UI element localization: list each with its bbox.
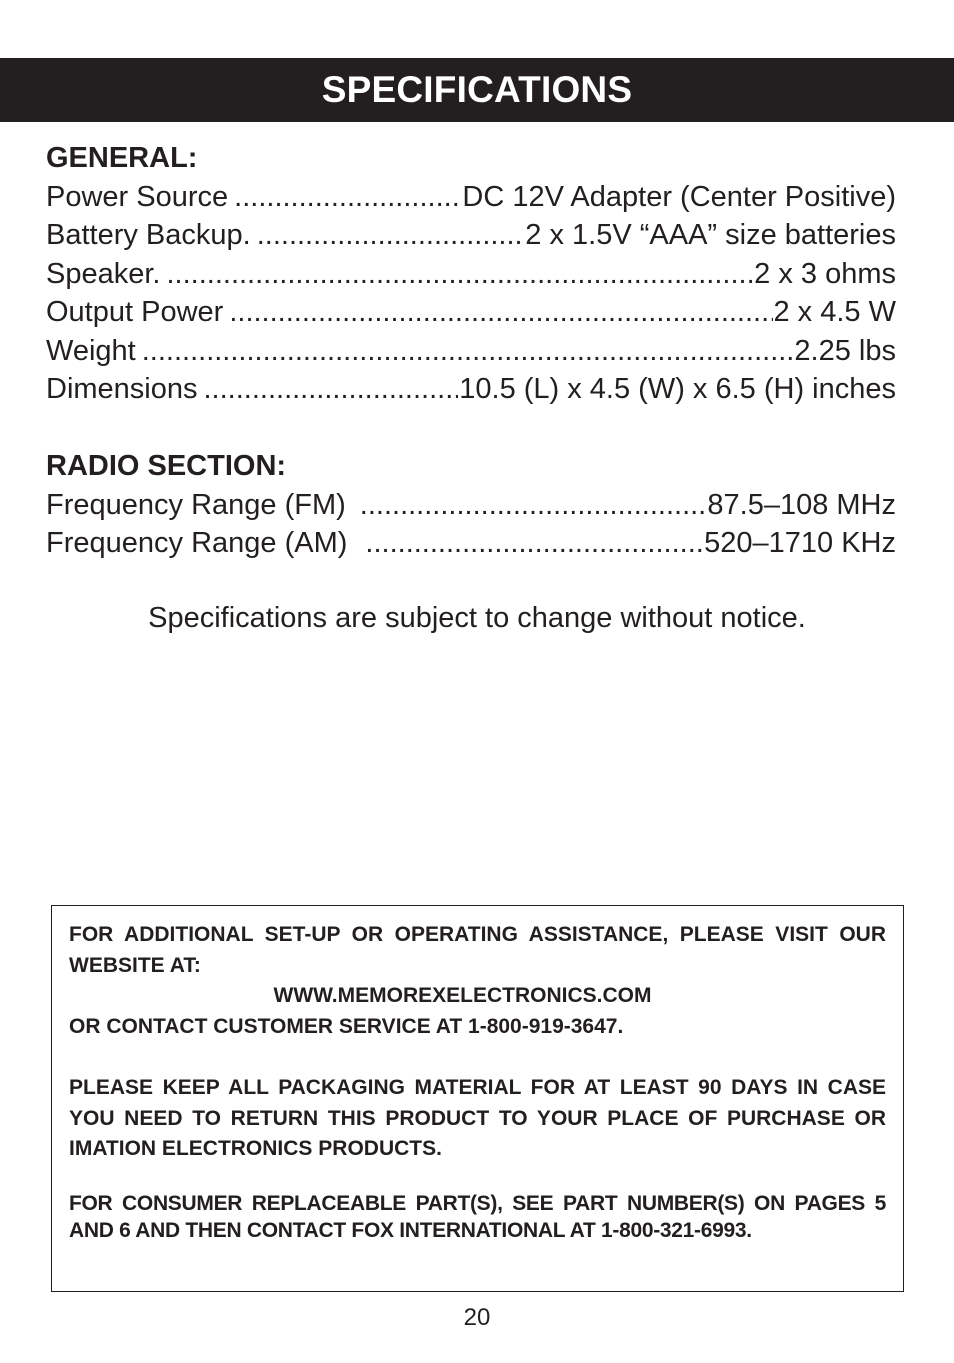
section-spacer — [46, 409, 896, 448]
spec-value: 10.5 (L) x 4.5 (W) x 6.5 (H) inches — [459, 373, 896, 405]
change-notice: Specifications are subject to change without notice. — [148, 602, 806, 634]
spec-value: 2 x 1.5V “AAA” size batteries — [525, 219, 896, 251]
spec-label: Dimensions — [46, 373, 198, 405]
paragraph-gap — [69, 1165, 886, 1190]
assistance-intro: FOR ADDITIONAL SET-UP OR OPERATING ASSISTANCE, PLEASE VISIT OUR WEBSITE AT: — [69, 923, 886, 977]
spec-value: 2 x 4.5 W — [773, 296, 896, 328]
website-link[interactable]: WWW.MEMOREXELECTRONICS.COM — [273, 984, 652, 1007]
dot-leader — [204, 370, 459, 409]
spec-label: Frequency Range (FM) — [46, 488, 346, 521]
replacement-parts-notice: FOR CONSUMER REPLACEABLE PART(S), SEE PART NUMBER(S) ON PAGES 5 AND 6 AND THEN CONTACT FOX INTERNATIONAL AT 1-800-321-6993. — [69, 1191, 886, 1242]
spec-label: Output Power — [46, 296, 224, 328]
spec-row-power-source — [46, 178, 896, 217]
page-number: 20 — [463, 1304, 491, 1331]
spec-label: Battery Backup. — [46, 219, 251, 251]
spec-row-dimensions — [46, 370, 896, 409]
spec-value: 2 x 3 ohms — [754, 257, 896, 290]
dot-leader — [142, 332, 794, 371]
spec-label: Weight — [46, 334, 136, 367]
spec-value: 87.5–108 MHz — [707, 488, 896, 521]
dot-leader — [166, 255, 753, 294]
spec-value: DC 12V Adapter (Center Positive) — [462, 180, 896, 213]
spec-row-weight — [46, 332, 896, 371]
dot-leader — [257, 216, 525, 255]
page-title: SPECIFICATIONS — [0, 58, 954, 122]
spec-row-frequency-am — [46, 524, 896, 563]
spec-row-speaker — [46, 255, 896, 294]
dot-leader — [360, 486, 707, 525]
radio-section-heading: RADIO SECTION: — [46, 450, 287, 482]
packaging-notice: PLEASE KEEP ALL PACKAGING MATERIAL FOR AT LEAST 90 DAYS IN CASE YOU NEED TO RETURN THIS PRODUCT TO YOUR PLACE OF PURCHASE OR IMATION ELECTRONICS PRODUCTS. — [69, 1076, 886, 1160]
spec-value: 2.25 lbs — [794, 334, 896, 367]
spec-label: Power Source — [46, 180, 229, 213]
paragraph-gap — [69, 1042, 886, 1073]
dot-leader — [234, 178, 461, 217]
spec-label: Speaker. — [46, 257, 161, 290]
spec-row-battery-backup — [46, 216, 896, 255]
spec-value: 520–1710 KHz — [704, 527, 896, 559]
specifications-content — [46, 139, 896, 563]
general-heading: GENERAL: — [46, 142, 198, 174]
customer-service-contact: OR CONTACT CUSTOMER SERVICE AT 1-800-919-3647. — [69, 1014, 624, 1038]
assistance-box — [51, 905, 904, 1292]
spec-label: Frequency Range (AM) — [46, 527, 348, 559]
dot-leader — [229, 293, 772, 332]
spec-row-frequency-fm — [46, 486, 896, 525]
spec-row-output-power — [46, 293, 896, 332]
dot-leader — [365, 524, 703, 563]
